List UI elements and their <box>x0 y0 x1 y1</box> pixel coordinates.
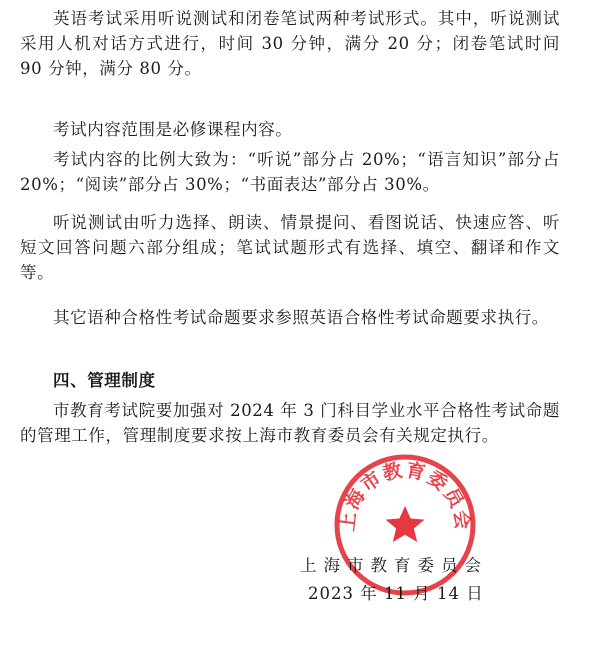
official-seal <box>330 450 480 600</box>
paragraph-exam-scope: 考试内容范围是必修课程内容。 <box>53 120 293 139</box>
signature-organization: 上海市教育委员会 <box>300 556 488 575</box>
signature-date: 2023 年 11 月 14 日 <box>308 584 484 603</box>
paragraph-exam-format: 英语考试采用听说测试和闭卷笔试两种考试形式。其中，听说测试采用人机对话方式进行，时间 30 分钟，满分 20 分；闭卷笔试时间 90 分钟，满分 80 分。 <box>20 9 560 78</box>
paragraph-management: 市教育考试院要加强对 2024 年 3 门科目学业水平合格性考试命题的管理工作，管理制度要求按上海市教育委员会有关规定执行。 <box>20 401 560 445</box>
paragraph-other-languages: 其它语种合格性考试命题要求参照英语合格性考试命题要求执行。 <box>53 308 549 327</box>
section-heading: 四、管理制度 <box>53 371 156 390</box>
paragraph-exam-structure: 听说测试由听力选择、朗读、情景提问、看图说话、快速应答、听短文回答问题六部分组成；笔试试题形式有选择、填空、翻译和作文等。 <box>20 213 560 282</box>
seal-text: 上海市教育委员会 <box>336 459 474 533</box>
seal-star-icon <box>386 506 425 542</box>
paragraph-exam-proportion: 考试内容的比例大致为：“听说”部分占 20%；“语言知识”部分占 20%；“阅读”部分占 30%；“书面表达”部分占 30%。 <box>20 150 560 194</box>
